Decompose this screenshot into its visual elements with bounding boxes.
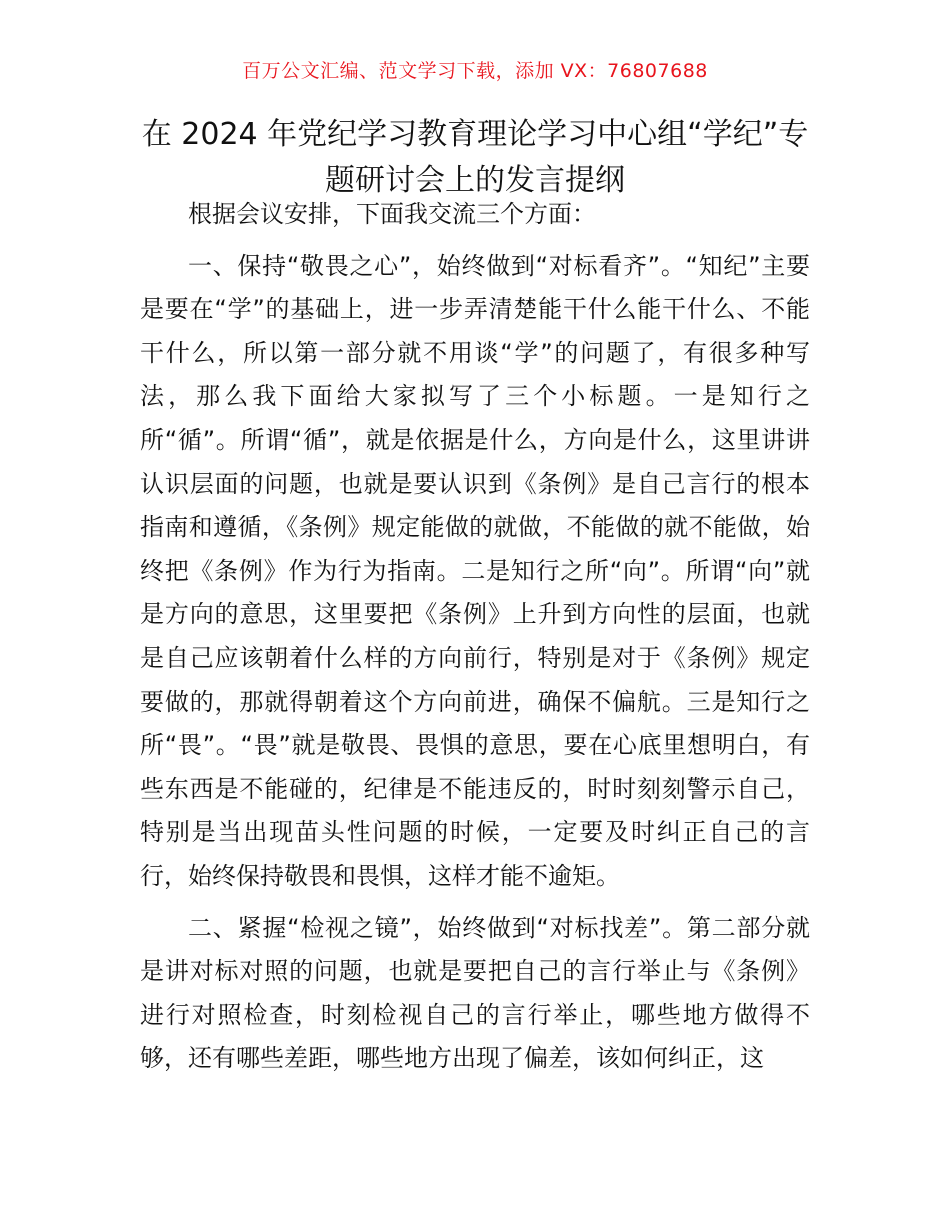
- paragraph-section-1: 一、保持“敬畏之心”，始终做到“对标看齐”。“知纪”主要是要在“学”的基础上，进一步弄清楚能干什么能干什么、不能干什么，所以第一部分就不用谈“学”的问题了，有很多种写法，那么我下面给大家拟写了三个小标题。一是知行之所“循”。所谓“循”，就是依据是什么，方向是什么，这里讲讲认识层面的问题，也就是要认识到《条例》是自己言行的根本指南和遵循，《条例》规定能做的就做，不能做的就不能做，始终把《条例》作为行为指南。二是知行之所“向”。所谓“向”就是方向的意思，这里要把《条例》上升到方向性的层面，也就是自己应该朝着什么样的方向前行，特别是对于《条例》规定要做的，那就得朝着这个方向前进，确保不偏航。三是知行之所“畏”。“畏”就是敬畏、畏惧的意思，要在心底里想明白，有些东西是不能碰的，纪律是不能违反的，时时刻刻警示自己，特别是当出现苗头性问题的时候，一定要及时纠正自己的言行，始终保持敬畏和畏惧，这样才能不逾矩。: [140, 251, 810, 890]
- paragraph-section-2: 二、紧握“检视之镜”，始终做到“对标找差”。第二部分就是讲对标对照的问题，也就是要把自己的言行举止与《条例》进行对照检查，时刻检视自己的言行举止，哪些地方做得不够，还有哪些差距，哪些地方出现了偏差，该如何纠正，这: [140, 913, 810, 1073]
- watermark-header: 百万公文汇编、范文学习下载，添加 VX：76807688: [242, 60, 708, 82]
- document-body: [140, 193, 810, 1081]
- paragraph-intro: 根据会议安排，下面我交流三个方面：: [188, 200, 596, 228]
- document-title: 在 2024 年党纪学习教育理论学习中心组“学纪”专题研讨会上的发言提纲: [141, 117, 809, 198]
